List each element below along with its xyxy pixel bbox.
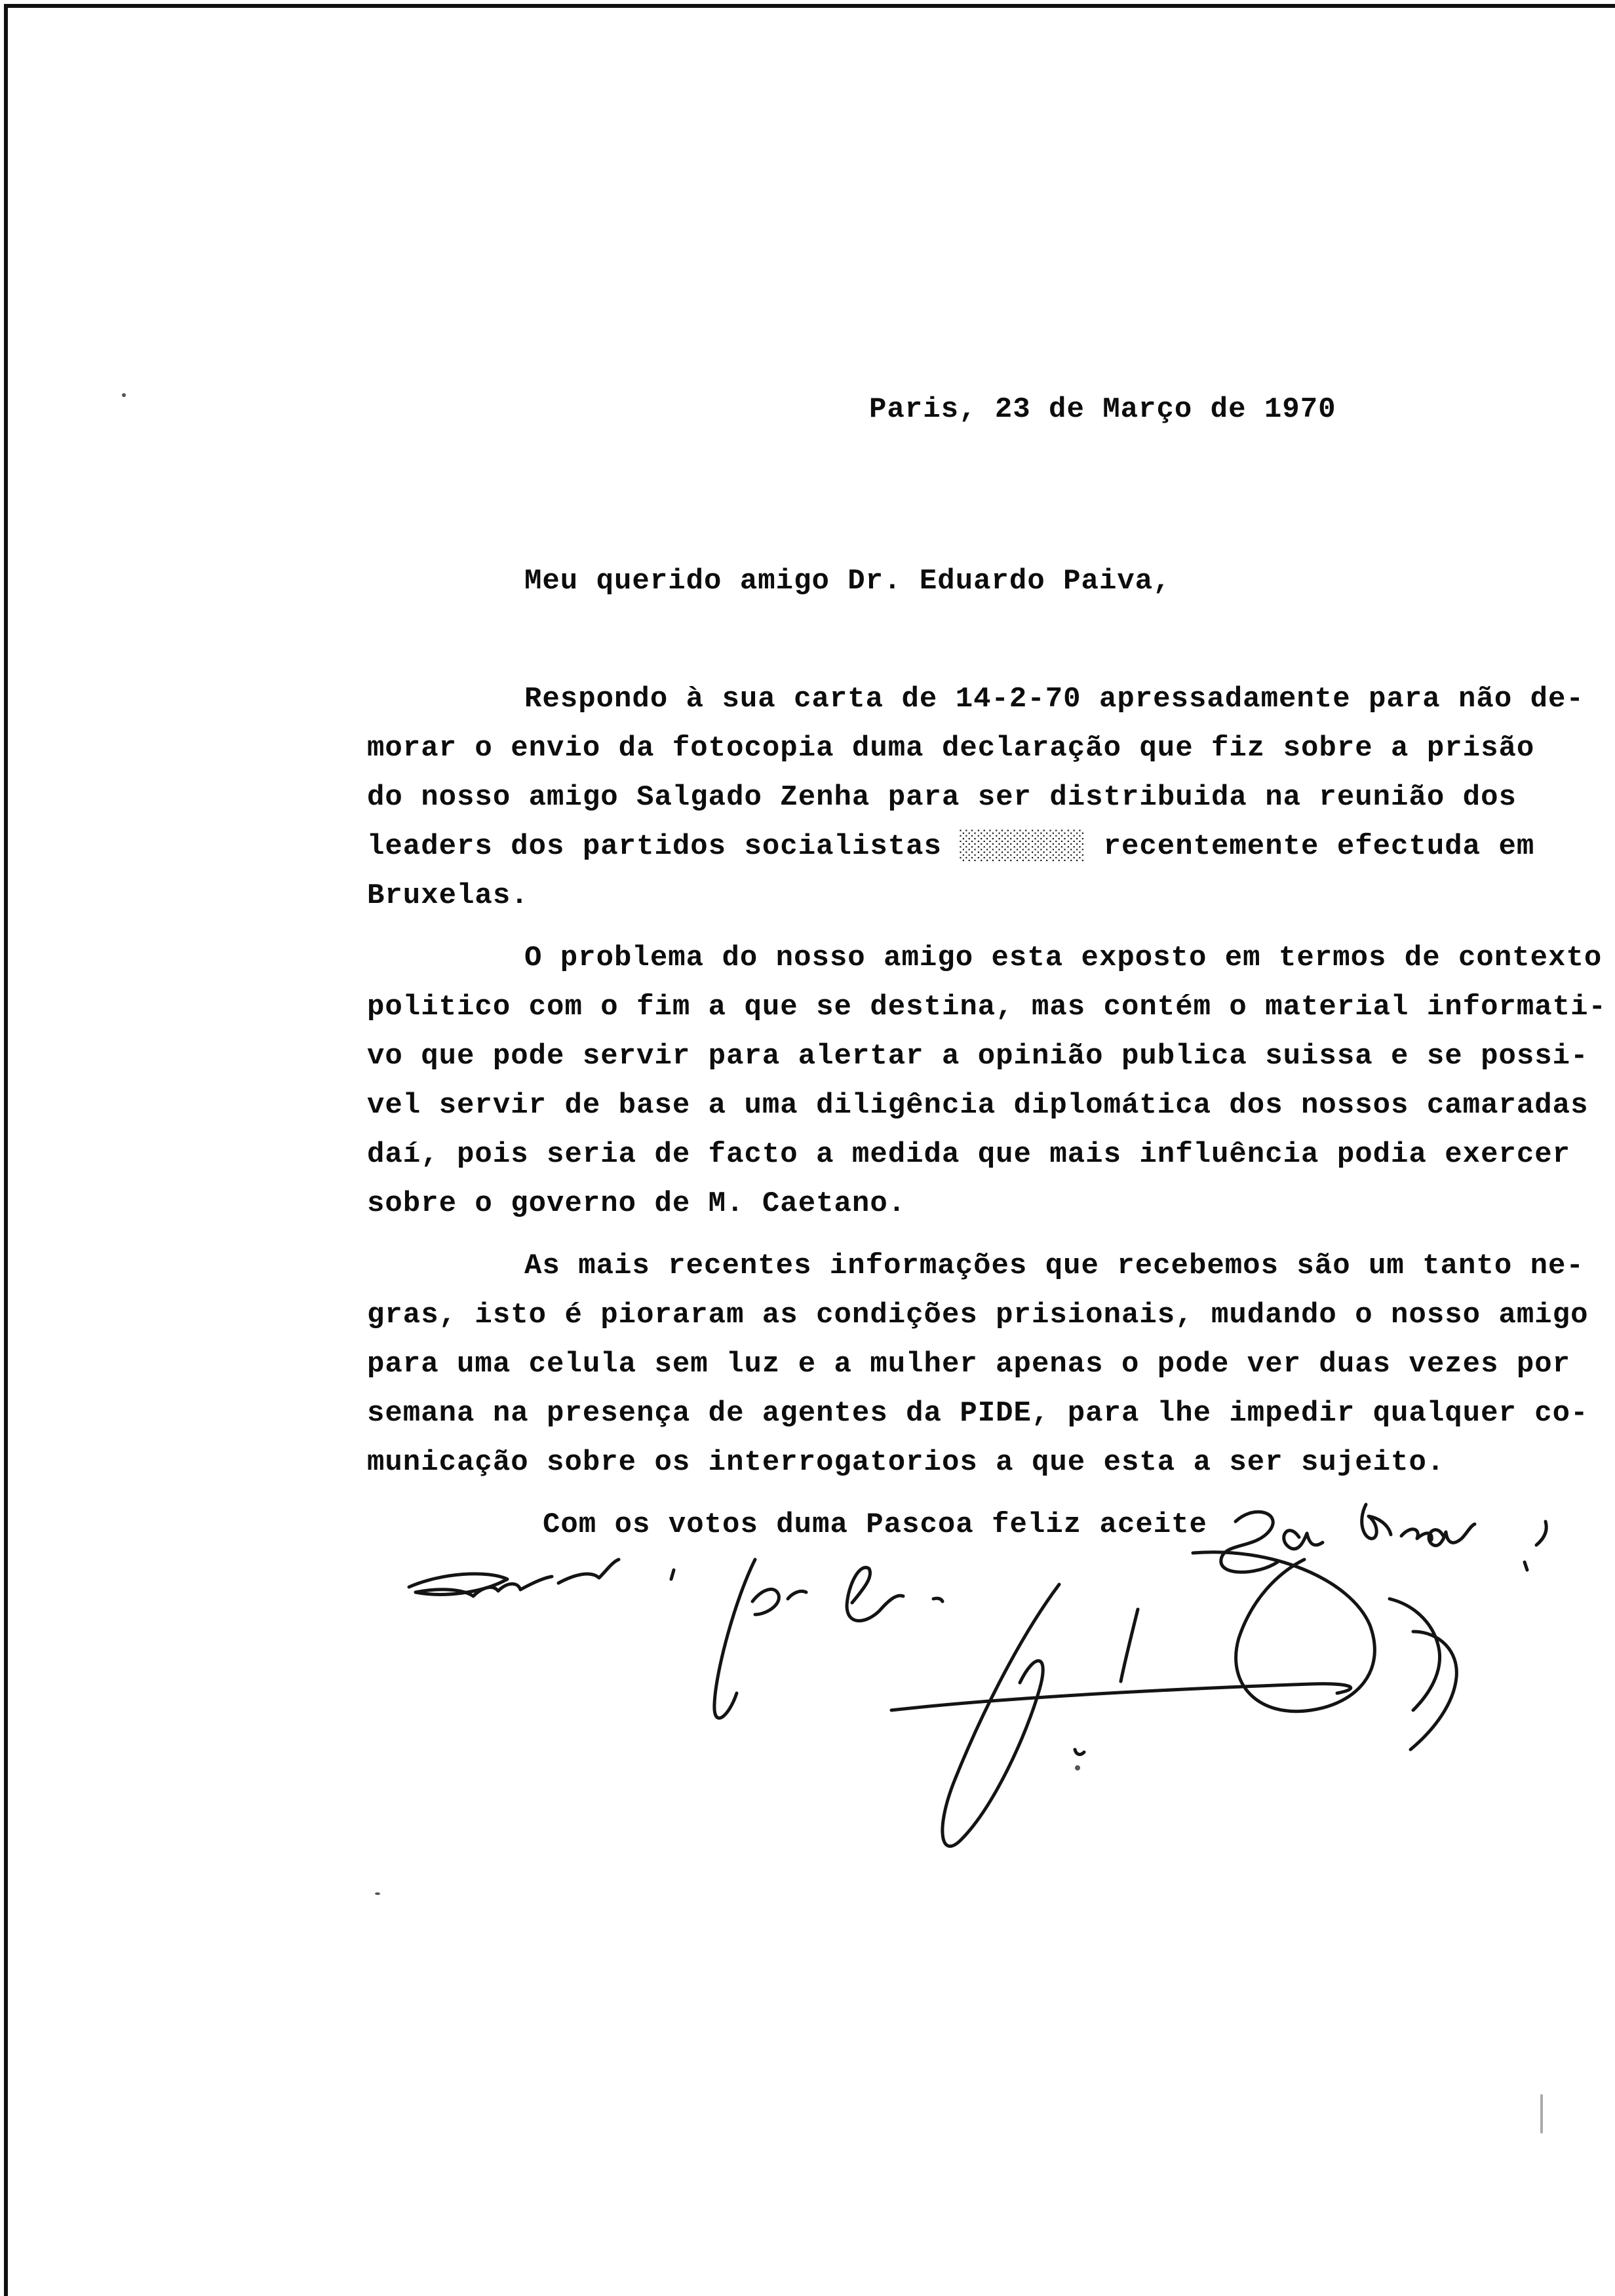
- scan-edge-top: [4, 4, 1615, 8]
- letter-body: [367, 675, 1606, 1487]
- paragraph-line: leaders dos partidos socialistas ░░░░░░░ recentemente efectuda em: [367, 830, 1535, 863]
- salutation: Meu querido amigo Dr. Eduardo Paiva,: [524, 565, 1171, 598]
- paragraph-line: sobre o governo de M. Caetano.: [367, 1187, 906, 1220]
- paragraph-line: O problema do nosso amigo esta exposto em termos de contexto: [524, 942, 1603, 974]
- dateline: Paris, 23 de Março de 1970: [869, 393, 1336, 426]
- paragraph-line: Bruxelas.: [367, 879, 529, 912]
- paragraph-line: As mais recentes informações que recebemos são um tanto ne-: [524, 1250, 1584, 1282]
- paragraph-line: municação sobre os interrogatorios a que esta a ser sujeito.: [367, 1446, 1445, 1479]
- paragraph-line: semana na presença de agentes da PIDE, para lhe impedir qualquer co-: [367, 1397, 1589, 1430]
- paragraph-line: Respondo à sua carta de 14-2-70 apressadamente para não de-: [524, 683, 1584, 716]
- closing-line: Com os votos duma Pascoa feliz aceite: [543, 1508, 1207, 1541]
- scan-edge-left: [4, 4, 8, 2296]
- paragraph-2: [367, 934, 1606, 1229]
- paragraph-line: do nosso amigo Salgado Zenha para ser distribuida na reunião dos: [367, 781, 1517, 814]
- paragraph-3: [367, 1242, 1589, 1487]
- paragraph-line: morar o envio da fotocopia duma declaração que fiz sobre a prisão: [367, 732, 1535, 765]
- paragraph-line: daí, pois seria de facto a medida que mais influência podia exercer: [367, 1138, 1571, 1171]
- scan-speck: [122, 393, 126, 397]
- scan-speck: [1075, 1765, 1080, 1770]
- paragraph-line: vo que pode servir para alertar a opinião publica suissa e se possi-: [367, 1040, 1589, 1073]
- paragraph-line: vel servir de base a uma diligência diplomática dos nossos camaradas: [367, 1089, 1589, 1122]
- paragraph-line: para uma celula sem luz e a mulher apenas o pode ver duas vezes por: [367, 1348, 1571, 1381]
- scan-mark: [1540, 2094, 1543, 2133]
- paragraph-line: gras, isto é pioraram as condições prisionais, mudando o nosso amigo: [367, 1299, 1589, 1331]
- paragraph-1: [367, 675, 1584, 921]
- paragraph-line: politico com o fim a que se destina, mas contém o material informati-: [367, 991, 1606, 1024]
- scan-speck: [375, 1892, 380, 1895]
